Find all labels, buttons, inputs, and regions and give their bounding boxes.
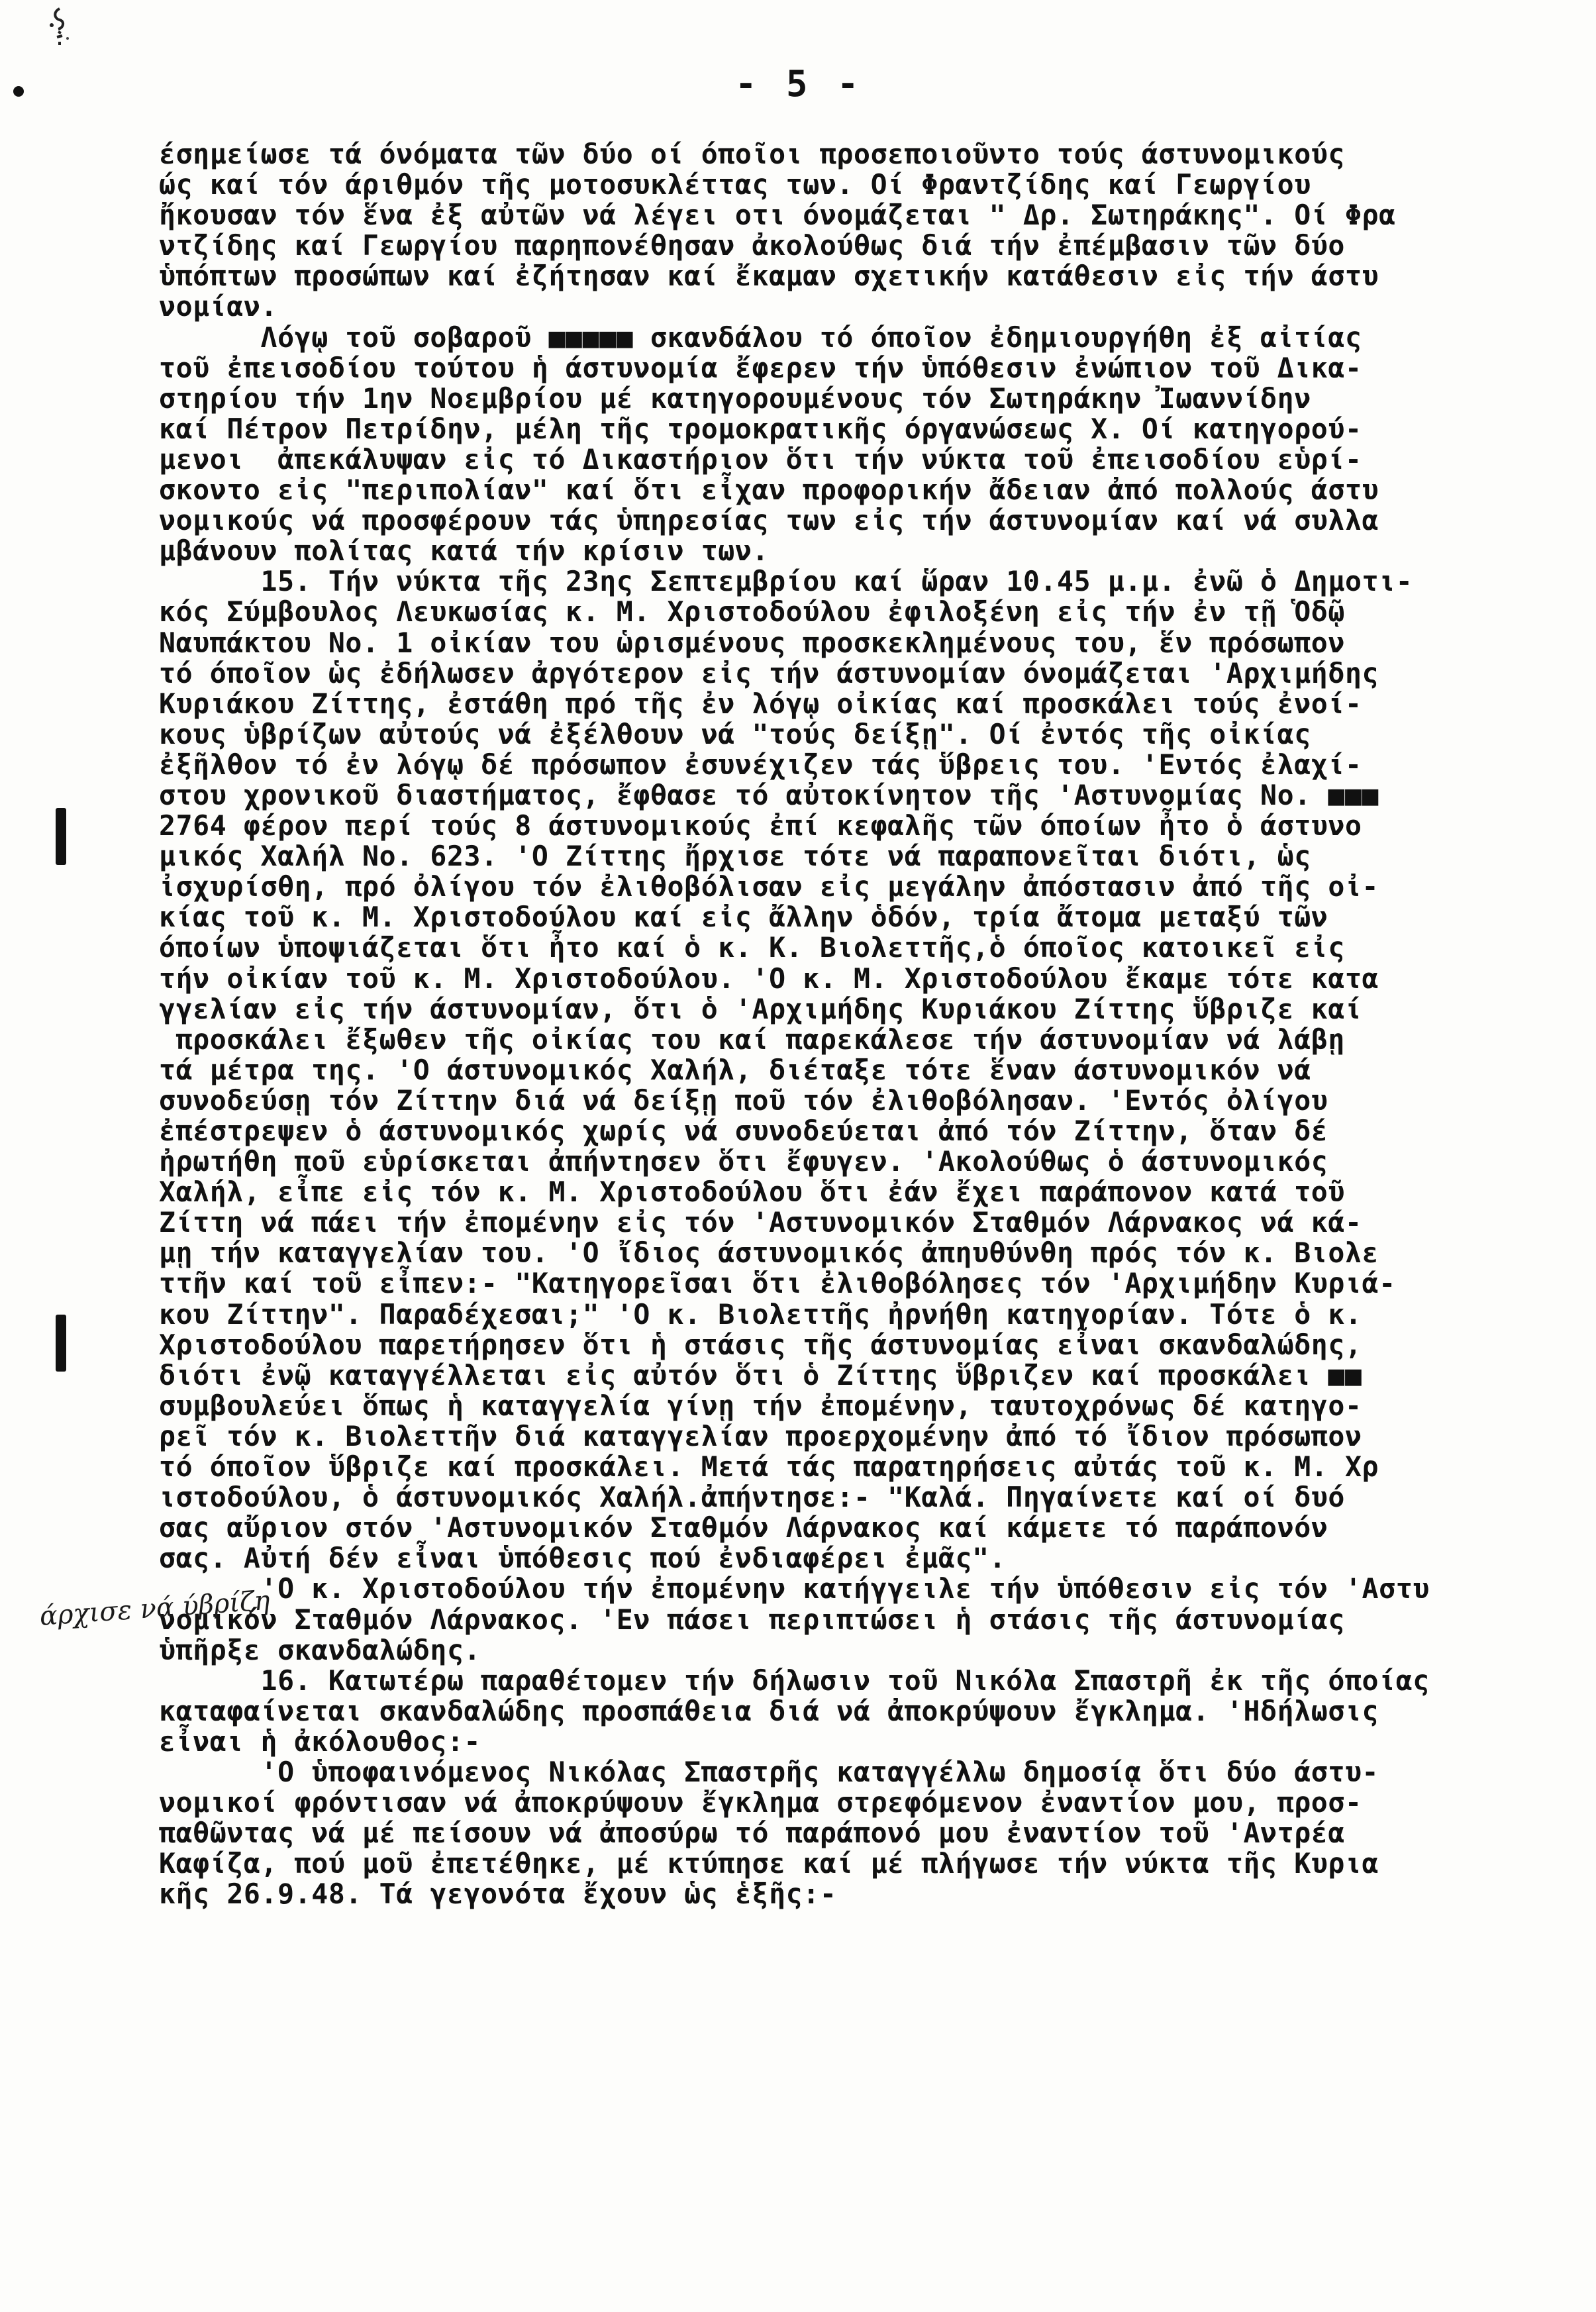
text-line: 2764 φέρον περί τούς 8 άστυνομικούς ἐπί κεφαλῆς τῶν όποίων ἦτο ὁ άστυνο	[159, 809, 1362, 842]
text-line: τοῦ ἐπεισοδίου τούτου ἡ άστυνομία ἔφερεν τήν ὑπόθεσιν ἐνώπιον τοῦ Δικα-	[159, 351, 1362, 384]
text-line: μῃ τήν καταγγελίαν του. 'Ο ἴδιος άστυνομικός ἀπηυθύνθη πρός τόν κ. Βιολε	[159, 1236, 1379, 1270]
text-line: σκοντο εἰς "περιπολίαν" καί ὅτι εἶχαν προφορικήν ἄδειαν ἀπό πολλούς άστυ	[159, 474, 1379, 507]
text-line: κίας τοῦ κ. Μ. Χριστοδούλου καί εἰς ἄλλην ὁδόν, τρία ἄτομα μεταξύ τῶν	[159, 901, 1328, 934]
text-line: παθῶντας νά μέ πείσουν νά ἀποσύρω τό παράπονό μου ἐναντίον τοῦ 'Αντρέα	[159, 1817, 1345, 1850]
text-line: Ζίττη νά πάει τήν ἐπομένην εἰς τόν 'Αστυνομικόν Σταθμόν Λάρνακος νά κά-	[159, 1206, 1362, 1239]
text-line: νομικούς νά προσφέρουν τάς ὑπηρεσίας των εἰς τήν άστυνομίαν καί νά συλλα	[159, 504, 1379, 537]
text-line: ρεῖ τόν κ. Βιολεττῆν διά καταγγελίαν προερχομένην ἀπό τό ἴδιον πρόσωπον	[159, 1419, 1362, 1452]
text-line: έσημείωσε τά όνόματα τῶν δύο οί όποῖοι προσεποιοῦντο τούς άστυνομικούς	[159, 138, 1345, 170]
text-line: ὑπῆρξε σκανδαλώδης.	[159, 1633, 481, 1666]
text-line: μενοι ἀπεκάλυψαν εἰς τό Δικαστήριον ὅτι τήν νύκτα τοῦ ἐπεισοδίου εὑρί-	[159, 442, 1362, 476]
text-line: σας αὔριον στόν 'Αστυνομικόν Σταθμόν Λάρνακος καί κάμετε τό παράπονόν	[159, 1511, 1328, 1544]
text-line: τό όποῖον ὡς ἐδήλωσεν ἀργότερον εἰς τήν άστυνομίαν όνομάζεται 'Αρχιμήδης	[159, 656, 1379, 689]
text-line: νομικόν Σταθμόν Λάρνακος. 'Εν πάσει περιπτώσει ἡ στάσις τῆς άστυνομίας	[159, 1603, 1345, 1636]
text-line: ἰσχυρίσθη, πρό ὀλίγου τόν ἐλιθοβόλισαν εἰς μεγάλην ἀπόστασιν ἀπό τῆς οἰ-	[159, 870, 1379, 903]
margin-handwritten-note: άρχισε νά ύβρίζη	[38, 1585, 272, 1632]
text-line: τό όποῖον ὕβριζε καί προσκάλει. Μετά τάς παρατηρήσεις αὐτάς τοῦ κ. Μ. Χρ	[159, 1450, 1379, 1483]
text-line: μβάνουν πολίτας κατά τήν κρίσιν των.	[159, 534, 770, 568]
text-line: στου χρονικοῦ διαστήματος, ἔφθασε τό αὐτοκίνητον τῆς 'Αστυνομίας Νο. ■■■	[159, 778, 1379, 811]
text-line: προσκάλει ἔξωθεν τῆς οἰκίας του καί παρεκάλεσε τήν άστυνομίαν νά λάβῃ	[159, 1023, 1345, 1056]
text-line: Ναυπάκτου Νο. 1 οἰκίαν του ὡρισμένους προσκεκλημένους του, ἕν πρόσωπον	[159, 626, 1345, 659]
text-line: ττῆν καί τοῦ εἶπεν:- "Κατηγορεῖσαι ὅτι ἐλιθοβόλησες τόν 'Αρχιμήδην Κυριά-	[159, 1267, 1396, 1300]
text-line: ντζίδης καί Γεωργίου παρηπονέθησαν ἀκολούθως διά τήν ἐπέμβασιν τῶν δύο	[159, 229, 1345, 262]
punch-hole-dot	[13, 86, 24, 97]
text-line: Κυριάκου Ζίττης, ἐστάθη πρό τῆς ἐν λόγῳ οἰκίας καί προσκάλει τούς ἐνοί-	[159, 687, 1362, 720]
ink-smudge-icon	[40, 5, 79, 52]
text-line: όποίων ὑποψιάζεται ὅτι ἦτο καί ὁ κ. Κ. Βιολεττῆς,ὁ όποῖος κατοικεῖ εἰς	[159, 931, 1345, 964]
page-number: - 5 -	[735, 63, 863, 105]
text-line: 15. Τήν νύκτα τῆς 23ης Σεπτεμβρίου καί ὥραν 10.45 μ.μ. ἐνῶ ὁ Δημοτι-	[159, 565, 1413, 598]
binding-mark-upper	[56, 808, 66, 865]
text-line: καταφαίνεται σκανδαλώδης προσπάθεια διά νά ἀποκρύψουν ἔγκλημα. 'Ηδήλωσις	[159, 1694, 1379, 1727]
text-line: νομίαν.	[159, 290, 278, 323]
text-line: Λόγῳ τοῦ σοβαροῦ ■■■■■ σκανδάλου τό όποῖον ἐδημιουργήθη ἐξ αἰτίας	[159, 321, 1362, 354]
text-line: τά μέτρα της. 'Ο άστυνομικός Χαλήλ, διέταξε τότε ἕναν άστυνομικόν νά	[159, 1053, 1311, 1086]
text-line: 16. Κατωτέρω παραθέτομεν τήν δήλωσιν τοῦ Νικόλα Σπαστρῆ ἐκ τῆς όποίας	[159, 1664, 1430, 1697]
text-line: διότι ἐνῷ καταγγέλλεται εἰς αὐτόν ὅτι ὁ Ζίττης ὕβριζεν καί προσκάλει ■■	[159, 1358, 1362, 1391]
text-line: ἐξῆλθον τό ἐν λόγῳ δέ πρόσωπον ἐσυνέχιζεν τάς ὕβρεις του. 'Εντός ἐλαχί-	[159, 748, 1362, 781]
text-line: κός Σύμβουλος Λευκωσίας κ. Μ. Χριστοδούλου ἐφιλοξένη εἰς τήν ἐν τῇ Ὁδῷ	[159, 595, 1345, 628]
text-line: κῆς 26.9.48. Τά γεγονότα ἔχουν ὡς ἑξῆς:-	[159, 1878, 837, 1911]
binding-mark-lower	[56, 1315, 66, 1372]
text-line: ἠρωτήθη ποῦ εὑρίσκεται ἀπήντησεν ὅτι ἔφυγεν. 'Ακολούθως ὁ άστυνομικός	[159, 1145, 1328, 1178]
text-line: ὑπόπτων προσώπων καί ἐζήτησαν καί ἔκαμαν σχετικήν κατάθεσιν εἰς τήν άστυ	[159, 260, 1379, 293]
text-line: εἶναι ἡ ἀκόλουθος:-	[159, 1725, 481, 1758]
text-line: νομικοί φρόντισαν νά ἀποκρύψουν ἔγκλημα στρεφόμενον ἐναντίον μου, προσ-	[159, 1786, 1362, 1819]
text-line: κους ὑβρίζων αὐτούς νά ἐξέλθουν νά "τούς δείξῃ". Οί ἐντός τῆς οἰκίας	[159, 717, 1311, 750]
document-body	[159, 139, 1536, 1909]
text-line: 'Ο ὑποφαινόμενος Νικόλας Σπαστρῆς καταγγέλλω δημοσίᾳ ὅτι δύο άστυ-	[159, 1755, 1379, 1788]
text-line: κου Ζίττην". Παραδέχεσαι;" 'Ο κ. Βιολεττῆς ἠρνήθη κατηγορίαν. Τότε ὁ κ.	[159, 1297, 1362, 1331]
text-line: μικός Χαλήλ Νο. 623. 'Ο Ζίττης ἤρχισε τότε νά παραπονεῖται διότι, ὡς	[159, 840, 1311, 873]
text-line: 'Ο κ. Χριστοδούλου τήν ἐπομένην κατήγγειλε τήν ὑπόθεσιν εἰς τόν 'Αστυ	[159, 1572, 1430, 1605]
text-line: ἐπέστρεψεν ὁ άστυνομικός χωρίς νά συνοδεύεται ἀπό τόν Ζίττην, ὅταν δέ	[159, 1115, 1328, 1147]
text-line: Χριστοδούλου παρετήρησεν ὅτι ἡ στάσις τῆς άστυνομίας εἶναι σκανδαλώδης,	[159, 1328, 1362, 1361]
text-line: Καφίζα, πού μοῦ ἐπετέθηκε, μέ κτύπησε καί μέ πλήγωσε τήν νύκτα τῆς Κυρια	[159, 1847, 1379, 1880]
text-line: στηρίου τήν 1ην Νοεμβρίου μέ κατηγορουμένους τόν Σωτηράκην Ἰωαννίδην	[159, 381, 1311, 415]
text-line: Χαλήλ, εἶπε εἰς τόν κ. Μ. Χριστοδούλου ὅτι ἐάν ἔχει παράπονον κατά τοῦ	[159, 1176, 1345, 1209]
text-line: σας. Αὐτή δέν εἶναι ὑπόθεσις πού ἐνδιαφέρει ἐμᾶς".	[159, 1542, 1007, 1575]
text-line: συμβουλεύει ὅπως ἡ καταγγελία γίνῃ τήν ἐπομένην, ταυτοχρόνως δέ κατηγο-	[159, 1389, 1362, 1422]
text-line: ἤκουσαν τόν ἕνα ἐξ αὐτῶν νά λέγει οτι όνομάζεται " Δρ. Σωτηράκης". Οί Φρα	[159, 199, 1396, 232]
text-line: συνοδεύσῃ τόν Ζίττην διά νά δείξῃ ποῦ τόν ἐλιθοβόλησαν. 'Εντός ὀλίγου	[159, 1083, 1328, 1117]
text-line: ώς καί τόν άριθμόν τῆς μοτοσυκλέττας των. Οί Φραντζίδης καί Γεωργίου	[159, 168, 1311, 201]
text-line: ιστοδούλου, ὁ άστυνομικός Χαλήλ.ἀπήντησε:- "Καλά. Πηγαίνετε καί οί δυό	[159, 1481, 1345, 1514]
text-line: γγελίαν εἰς τήν άστυνομίαν, ὅτι ὁ 'Αρχιμήδης Κυριάκου Ζίττης ὕβριζε καί	[159, 992, 1362, 1025]
text-line: καί Πέτρον Πετρίδην, μέλη τῆς τρομοκρατικῆς όργανώσεως Χ. Οί κατηγορού-	[159, 412, 1362, 445]
text-line: τήν οἰκίαν τοῦ κ. Μ. Χριστοδούλου. 'Ο κ. Μ. Χριστοδούλου ἔκαμε τότε κατα	[159, 962, 1379, 995]
